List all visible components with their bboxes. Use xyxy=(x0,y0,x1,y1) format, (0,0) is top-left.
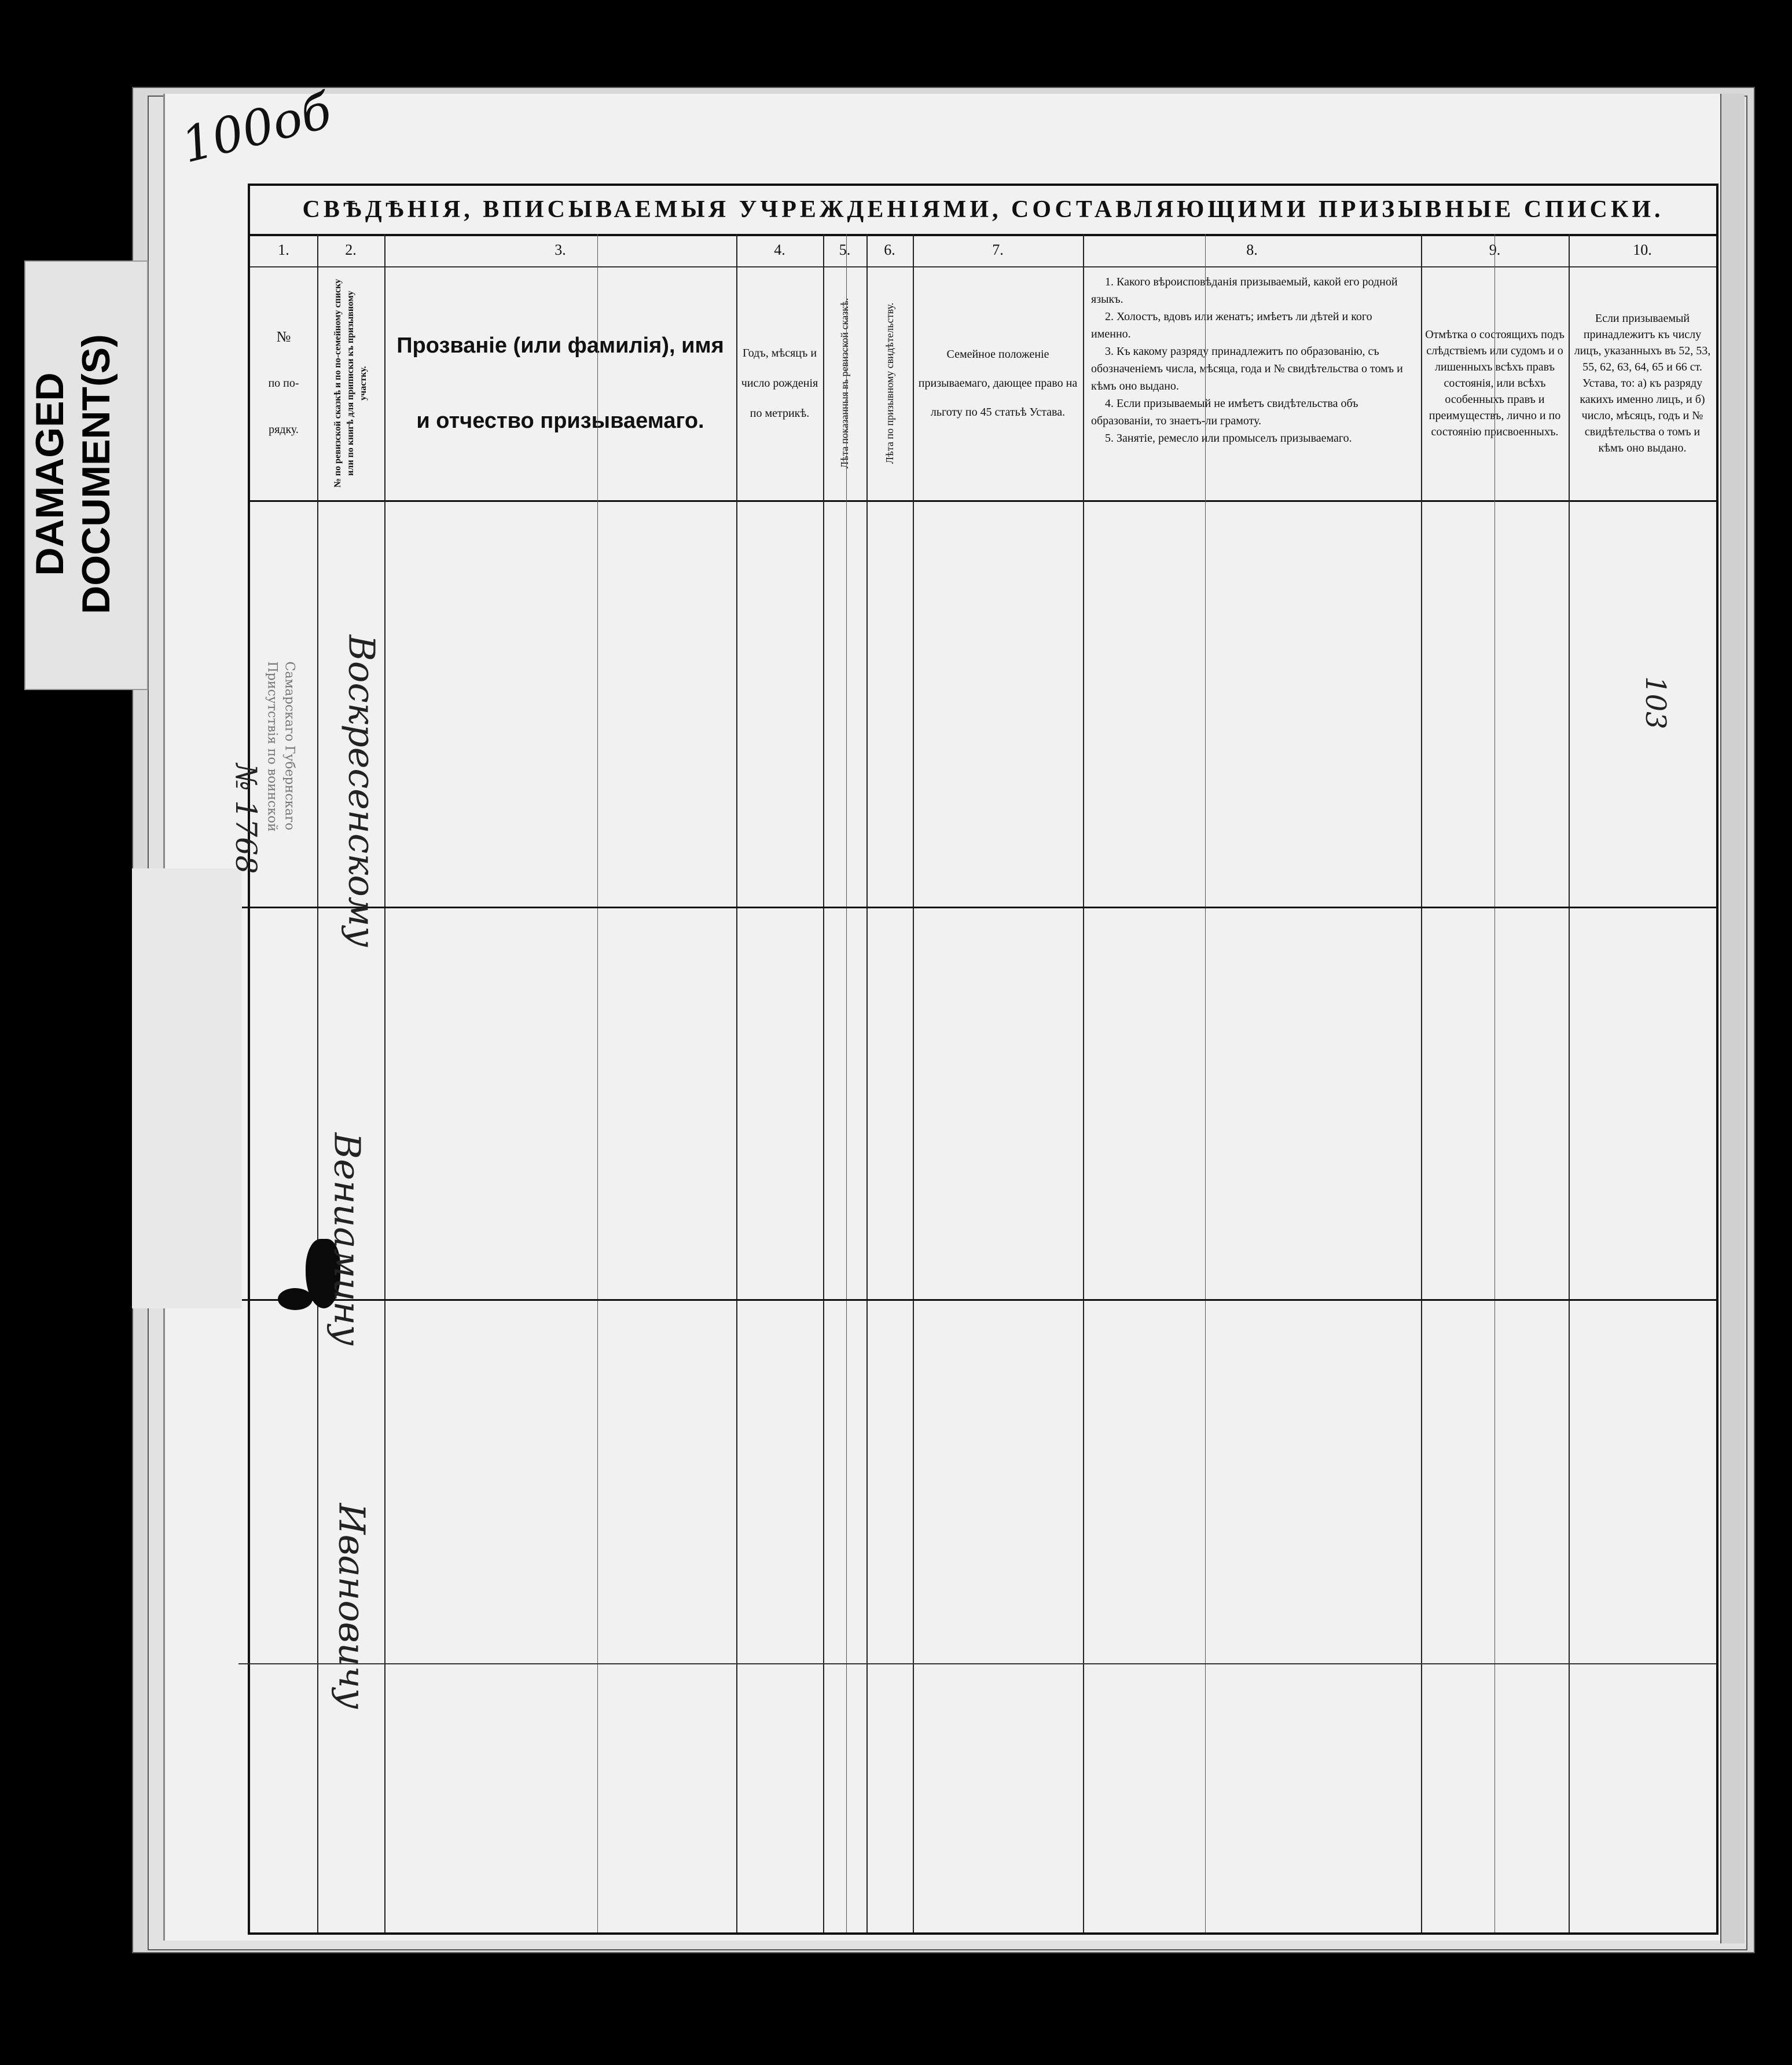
column-header-row xyxy=(250,266,1716,502)
column-rule xyxy=(823,234,824,1932)
header-col-7: Семейное положеніе призываемаго, дающее право на льготу по 45 статьѣ Устава. xyxy=(918,348,1078,419)
header-col-2 xyxy=(317,266,384,500)
column-rule xyxy=(1205,234,1206,1932)
header-col-4: Годъ, мѣсяцъ и число рожденія по метрикѣ. xyxy=(741,347,818,420)
col-number: 7. xyxy=(992,241,1004,258)
page-edge-right xyxy=(1720,94,1745,1943)
torn-fold-area xyxy=(132,868,242,1308)
header-col-3-line1: Прозваніе (или фамилія), имя xyxy=(396,333,724,358)
column-rule xyxy=(1083,234,1084,1932)
header-col-8-item: 1. Какого вѣроисповѣданія призываемый, какой его родной языкъ. xyxy=(1091,276,1398,306)
col-number: 10. xyxy=(1633,241,1652,258)
header-col-8-item: 5. Занятіе, ремесло или промыселъ призываемаго. xyxy=(1105,432,1352,445)
header-col-8-item: 2. Холостъ, вдовъ или женатъ; имѣетъ ли дѣтей и кого именно. xyxy=(1091,310,1372,340)
bleed-through-text: Присутствія по воинской xyxy=(265,661,280,832)
header-col-3-line2: и отчество призываемаго. xyxy=(416,409,704,433)
column-rule xyxy=(1494,234,1495,1932)
column-rule xyxy=(317,234,318,1932)
col-number: 6. xyxy=(884,241,895,258)
header-col-8 xyxy=(1083,266,1421,500)
column-rule xyxy=(846,234,847,1932)
row-separator xyxy=(238,1663,1716,1664)
column-rule xyxy=(913,234,914,1932)
header-col-6 xyxy=(866,266,913,500)
col-number: 4. xyxy=(774,241,785,258)
column-rule xyxy=(866,234,868,1932)
damage-line-2: DOCUMENT(S) xyxy=(74,334,118,614)
header-col-9: Отмѣтка о состоящихъ подъ слѣдствіемъ или судомъ и о лишенныхъ всѣхъ правъ состоянія, или всѣхъ особенныхъ правъ и преимуществъ, лично и по состоянію присвоенныхъ. xyxy=(1425,328,1565,438)
header-col-5-text: Лѣта показанныя въ ревизской сказкѣ. xyxy=(839,298,850,469)
header-col-3 xyxy=(384,266,736,500)
header-col-1-line2: по по- xyxy=(268,377,299,390)
col-number: 8. xyxy=(1246,241,1258,258)
header-col-8-item: 4. Если призываемый не имѣетъ свидѣтельства объ образованіи, то знаетъ-ли грамоту. xyxy=(1091,397,1358,427)
header-col-5 xyxy=(823,266,866,500)
column-number-row xyxy=(250,234,1716,267)
handwritten-first-name: Вениамину xyxy=(326,1132,369,1346)
column-rule xyxy=(597,234,598,1932)
handwritten-patronymic: Ивановичу xyxy=(331,1503,373,1710)
col-number: 1. xyxy=(278,241,289,258)
form-title: СВѢДѢНІЯ, ВПИСЫВАЕМЫЯ УЧРЕЖДЕНІЯМИ, СОСТАВЛЯЮЩИМИ ПРИЗЫВНЫЕ СПИСКИ. xyxy=(250,186,1716,236)
column-rule xyxy=(1569,234,1570,1932)
row-separator xyxy=(238,907,1716,908)
col-number: 3. xyxy=(555,241,566,258)
col-number: 5. xyxy=(839,241,851,258)
header-col-2-text: № по ревизской сказкѣ и по по-семейному списку или по книгѣ для приписки къ призывному участку. xyxy=(333,278,368,488)
handwritten-page-number: 103 xyxy=(1639,676,1672,729)
header-col-8-item: 3. Къ какому разряду принадлежитъ по образованію, съ обозначеніемъ числа, мѣсяца, года и № свидѣтельства о томъ и кѣмъ оно выдано. xyxy=(1091,345,1403,393)
row-separator xyxy=(238,1299,1716,1301)
header-col-6-text: Лѣта по призывному свидѣтельству. xyxy=(884,302,895,464)
damaged-document-label xyxy=(27,261,119,688)
column-rule xyxy=(1421,234,1422,1932)
header-col-1 xyxy=(250,266,317,500)
folio-note: 100об xyxy=(176,82,337,174)
handwritten-surname: Воскресенскому xyxy=(340,634,383,948)
header-col-1-line3: рядку. xyxy=(269,423,299,436)
column-rule xyxy=(384,234,385,1932)
col-number: 9. xyxy=(1489,241,1501,258)
bleed-through-text: Самарскаго Губернскаго xyxy=(282,661,297,831)
handwritten-register-number: № 1768 xyxy=(229,764,263,874)
header-col-10: Если призываемый принадлежитъ къ числу лицъ, указанныхъ въ 52, 53, 55, 62, 63, 64, 65 и 66 ст. Устава, то: а) къ разряду какихъ именно лицъ, и б) число, мѣсяцъ, годъ и № свидѣтельства о томъ и кѣмъ оно выдано. xyxy=(1574,312,1711,454)
column-rule xyxy=(736,234,737,1932)
ink-damage xyxy=(278,1288,313,1310)
col-number: 2. xyxy=(345,241,357,258)
conscription-form xyxy=(248,184,1718,1935)
header-col-1-no: № xyxy=(276,328,291,345)
damage-line-1: DAMAGED xyxy=(28,372,72,576)
